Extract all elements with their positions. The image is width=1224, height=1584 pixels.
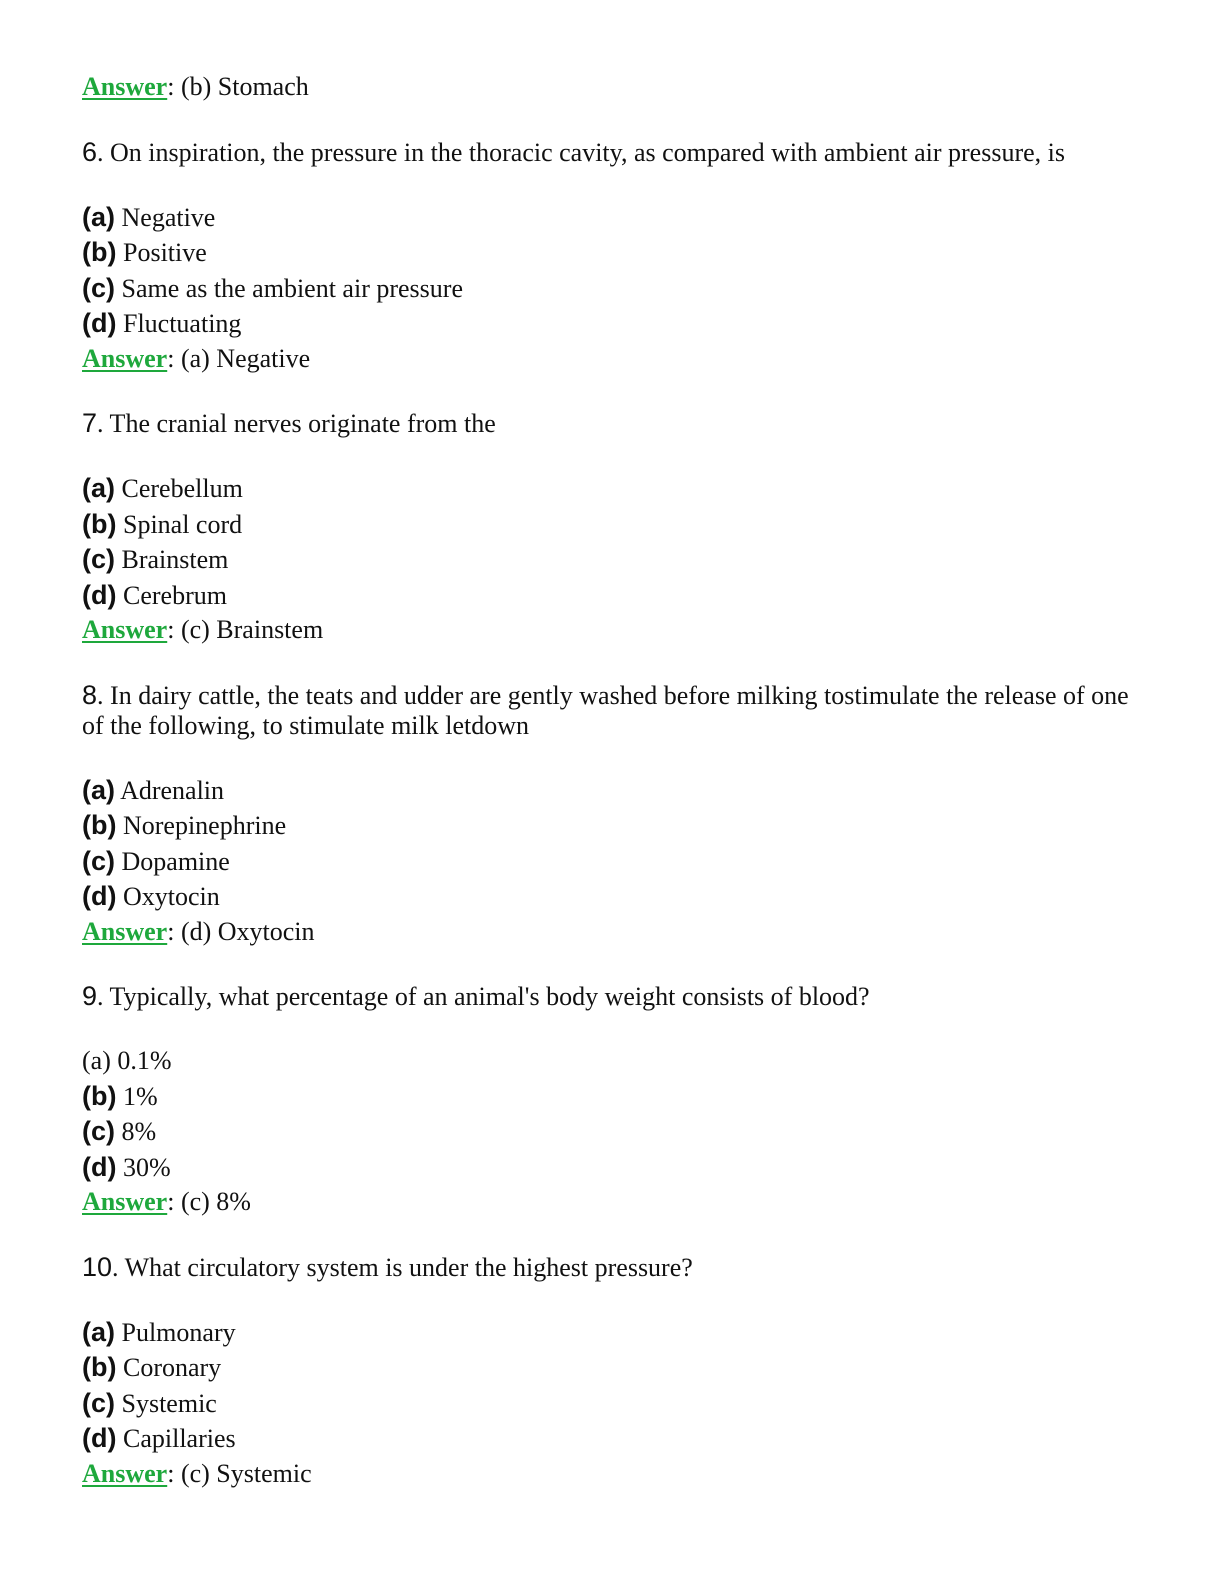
option-text: Negative: [115, 202, 216, 232]
question-text: . What circulatory system is under the highest pressure?: [112, 1252, 693, 1282]
option-d: [82, 1421, 1142, 1457]
answer-label: Answer: [82, 343, 168, 373]
question-8: [82, 680, 1142, 741]
option-text: Dopamine: [115, 846, 230, 876]
option-label: (c): [82, 1387, 115, 1418]
answer-line: [82, 70, 1142, 105]
option-c: [82, 844, 1142, 880]
answer-label: Answer: [82, 615, 168, 644]
option-a: [82, 471, 1142, 507]
option-d: [82, 306, 1142, 342]
answer-label: Answer: [82, 1458, 168, 1488]
option-label: (b): [82, 810, 117, 840]
option-text: Same as the ambient air pressure: [115, 273, 463, 303]
option-text: Norepinephrine: [116, 811, 287, 840]
question-6: [82, 137, 1142, 168]
option-b: [82, 1350, 1142, 1386]
answer-label: Answer: [82, 1187, 168, 1216]
question-number: 9: [82, 981, 98, 1011]
option-label: (a): [82, 774, 115, 805]
question-text: . The cranial nerves originate from the: [97, 409, 496, 438]
question-10: [82, 1252, 1142, 1283]
option-b: [82, 235, 1142, 271]
option-label: (d): [82, 579, 117, 610]
option-d: [82, 578, 1142, 614]
question-text: . On inspiration, the pressure in the thoracic cavity, as compared with ambient air pressure, is: [97, 137, 1065, 167]
option-text: 8%: [115, 1117, 157, 1146]
option-label: (a): [82, 473, 115, 503]
option-c: [82, 271, 1142, 307]
option-label: (c): [82, 845, 115, 876]
option-a: [82, 1044, 1142, 1079]
answer-line: [82, 342, 1142, 377]
option-label: (b): [82, 237, 117, 267]
option-label: (b): [82, 1080, 117, 1111]
option-c: [82, 1114, 1142, 1150]
answer-label: Answer: [82, 72, 168, 101]
option-label: (d): [82, 1423, 117, 1453]
answer-label: Answer: [82, 916, 168, 946]
answer-text: : (a) Negative: [167, 343, 311, 373]
option-b: [82, 507, 1142, 543]
answer-text: : (c) Brainstem: [167, 615, 324, 644]
option-text: Capillaries: [116, 1424, 236, 1453]
option-d: [82, 1150, 1142, 1186]
option-label: (c): [82, 272, 115, 303]
option-text: Systemic: [115, 1388, 217, 1418]
option-label: (c): [82, 544, 115, 574]
option-text: Positive: [116, 238, 207, 267]
answer-line: [82, 915, 1142, 950]
answer-line: [82, 1185, 1142, 1220]
option-b: [82, 1079, 1142, 1115]
option-text: 30%: [116, 1152, 171, 1182]
option-text: Coronary: [116, 1353, 222, 1382]
option-label: (d): [82, 881, 117, 911]
question-text: . In dairy cattle, the teats and udder are gently washed before milking tostimulate the release of one of the following, to stimulate milk letdown: [82, 680, 1129, 740]
option-text: Adrenalin: [115, 775, 225, 805]
option-label: (b): [82, 508, 117, 539]
option-a: [82, 200, 1142, 236]
option-text: 0.1%: [110, 1046, 172, 1075]
option-a: [82, 773, 1142, 809]
question-number: 7: [82, 408, 98, 438]
answer-text: : (c) 8%: [167, 1187, 251, 1216]
document-page: [82, 70, 1142, 1491]
option-label: (a): [82, 1316, 115, 1347]
question-number: 10: [82, 1251, 113, 1282]
option-text: Cerebrum: [116, 580, 227, 610]
option-text: Fluctuating: [116, 309, 242, 338]
option-b: [82, 808, 1142, 844]
question-number: 6: [82, 136, 98, 167]
option-text: Brainstem: [115, 545, 229, 574]
question-number: 8: [82, 679, 98, 710]
option-text: Pulmonary: [115, 1317, 236, 1347]
option-c: [82, 542, 1142, 578]
option-text: Spinal cord: [116, 509, 243, 539]
answer-line: [82, 1457, 1142, 1492]
option-label: (b): [82, 1352, 117, 1382]
option-a: [82, 1315, 1142, 1351]
option-label: (d): [82, 308, 117, 338]
option-text: Cerebellum: [115, 474, 243, 503]
answer-text: : (b) Stomach: [167, 72, 309, 101]
answer-text: : (d) Oxytocin: [167, 916, 315, 946]
option-label: (d): [82, 1151, 117, 1182]
question-7: [82, 408, 1142, 439]
option-text: Oxytocin: [116, 882, 220, 911]
answer-text: : (c) Systemic: [167, 1458, 312, 1488]
question-9: [82, 981, 1142, 1012]
option-text: 1%: [116, 1081, 158, 1111]
option-label: (a): [82, 201, 115, 232]
option-label: (c): [82, 1116, 115, 1146]
option-c: [82, 1386, 1142, 1422]
option-label: (a): [82, 1046, 111, 1075]
question-text: . Typically, what percentage of an animal's body weight consists of blood?: [97, 982, 870, 1011]
option-d: [82, 879, 1142, 915]
answer-line: [82, 613, 1142, 648]
